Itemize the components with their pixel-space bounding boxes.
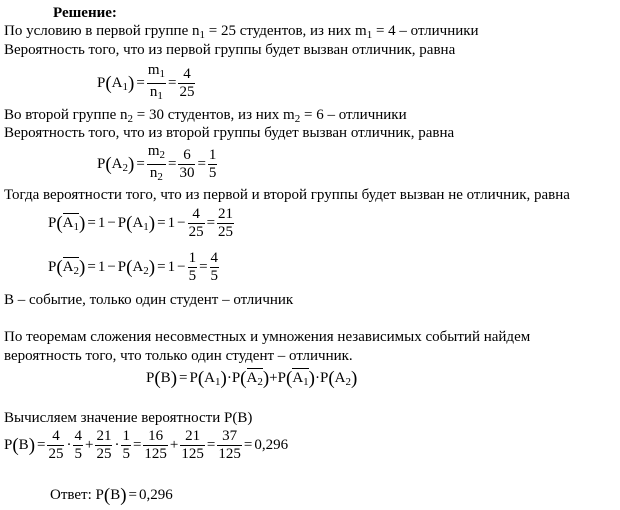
formula-p-b: $P(B) = P(A_1)\cdot P(A_2)+P(A_1)\cdot P(A_2)$ (146, 368, 358, 389)
group1-condition: По условию в первой группе $n_1 = 25$ студентов, из них $m_1 = 4$ – отличники (4, 23, 479, 41)
fraction-4-5: $\frac{4}{5}$ (210, 250, 219, 284)
fraction-m2-n2: $\frac{m_2}{n_2}$ (147, 143, 165, 183)
compute-text: Вычисляем значение вероятности P(B) (4, 410, 253, 426)
heading: Решение: (53, 5, 117, 21)
fraction-21-25: $\frac{21}{25}$ (218, 206, 234, 240)
formula-p-not-a2: $P(A_2) = 1 - P(A_2) = 1$ − $\frac{1}{5}$ = $\frac{4}{5}$ (48, 250, 219, 284)
then-text: Тогда вероятности того, что из первой и второй группы будет вызван не отличник, равна (4, 187, 570, 203)
fraction-21-125: $\frac{21}{125}$ (181, 428, 204, 462)
fraction-4-25: $\frac{4}{25}$ (48, 428, 64, 462)
answer: Ответ: P(B) = 0,296 (50, 485, 173, 506)
fraction-37-125: $\frac{37}{125}$ (218, 428, 241, 462)
fraction-6-30: $\frac{6}{30}$ (179, 147, 195, 181)
formula-p-not-a1: $P(A_1) = 1 - P(A_1) = 1$ − $\frac{4}{25}$ = $\frac{21}{25}$ (48, 206, 234, 240)
fraction-4-25: $\frac{4}{25}$ (188, 206, 204, 240)
fraction-21-25: $\frac{21}{25}$ (96, 428, 112, 462)
fraction-4-5: $\frac{4}{5}$ (74, 428, 82, 462)
fraction-16-125: $\frac{16}{125}$ (144, 428, 167, 462)
prob2-text: Вероятность того, что из второй группы будет вызван отличник, равна (4, 125, 455, 141)
fraction-4-25: $\frac{4}{25}$ (179, 66, 195, 100)
fraction-1-5: $\frac{1}{5}$ (188, 250, 197, 284)
prob1-text: Вероятность того, что из первой группы будет вызван отличник, равна (4, 42, 456, 58)
formula-p-a1: $P(A_1)$ = $\frac{m_1}{n_1}$ = $\frac{4}{25}$ (97, 62, 195, 105)
fraction-1-5: $\frac{1}{5}$ (122, 428, 130, 462)
theorem-line-1: По теоремам сложения несовместных и умножения независимых событий найдем (4, 329, 531, 345)
formula-computation: P(B) = $\frac{4}{25}$ · $\frac{4}{5}$ + $\frac{21}{25}$ · $\frac{1}{5}$ = $\frac{16}{125}$ + $\frac{21}{125}$ = $\frac{37}{125}$ = 0,296 (4, 428, 289, 462)
formula-p-a2: $P(A_2)$ = $\frac{m_2}{n_2}$ = $\frac{6}{30}$ = $\frac{1}{5}$ (97, 143, 217, 186)
theorem-line-2: вероятность того, что только один студент – отличник. (4, 348, 353, 364)
fraction-m1-n1: $\frac{m_1}{n_1}$ (147, 62, 165, 102)
group2-condition: Во второй группе $n_2 = 30$ студентов, из них $m_2 = 6$ – отличники (4, 107, 407, 125)
fraction-1-5: $\frac{1}{5}$ (208, 147, 217, 181)
event-definition: B – событие, только один студент – отличник (4, 292, 294, 308)
